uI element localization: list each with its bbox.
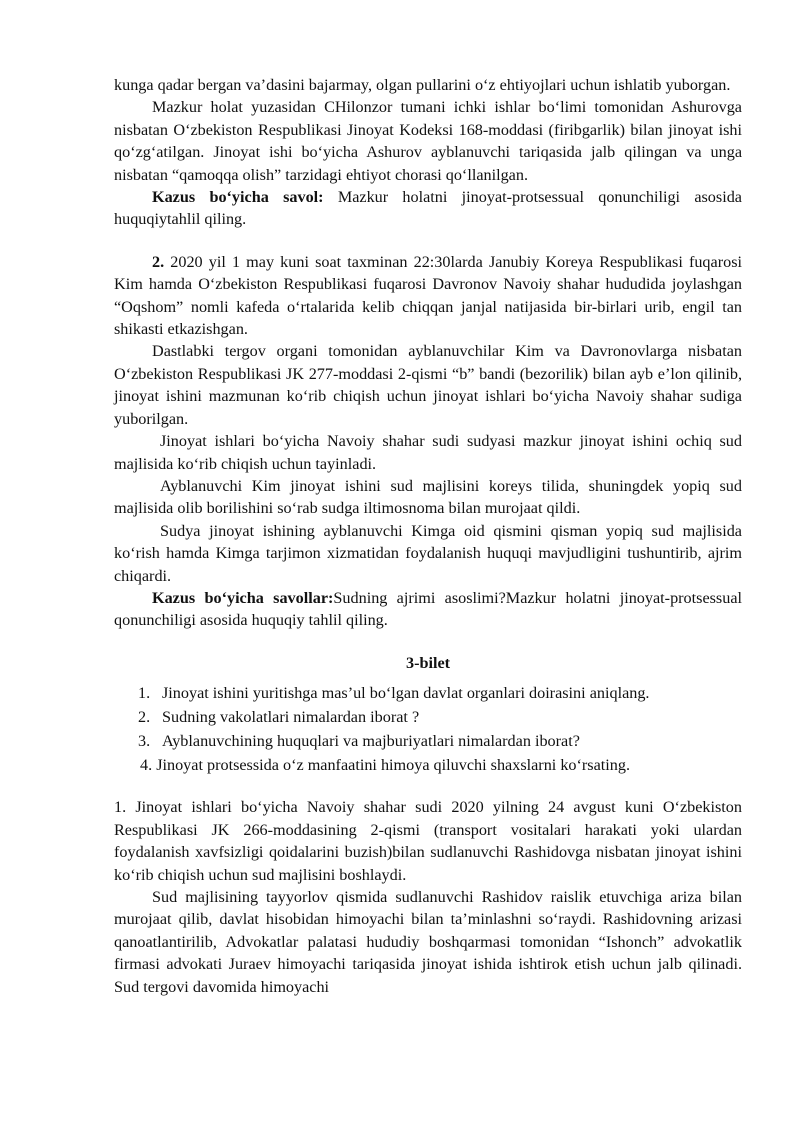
list-item [114,730,742,752]
paragraph-case2-hearing: Jinoyat ishlari bo‘yicha Navoiy shahar sudi sudyasi mazkur jinoyat ishini ochiq sud majlisida ko‘rib chiqish uchun tayinladi. [114,432,742,473]
question-text: Ayblanuvchining huquqlari va majburiyatlari nimalardan iborat? [162,731,580,750]
case1-question-label: Kazus bo‘yicha savol: [152,188,324,207]
document-body [114,74,742,998]
question-number: 3. [138,731,151,750]
bilet-title: 3-bilet [405,653,451,672]
paragraph-case2-investigation: Dastlabki tergov organi tomonidan ayblanuvchilar Kim va Davronovlarga nisbatan O‘zbekiston Respublikasi JK 277-moddasi 2-qismi “b” bandi (bezorilik) bilan ayb e’lon qilinib, jinoyat ishini mazmunan ko‘rib chiqish uchun jinoyat ishlari bo‘yicha Navoiy shahar sudiga yuborilgan. [114,342,742,428]
case2-number: 2. [152,252,165,271]
paragraph-case3-intro: 1. Jinoyat ishlari bo‘yicha Navoiy shahar sudi 2020 yilning 24 avgust kuni O‘zbekiston Respublikasi JK 266-moddasining 2-qismi (transport vositalari harakati yoki ulardan foydalanish xavfsizligi qoidalarini buzish)bilan sudlanuvchi Rashidovga nisbatan jinoyat ishini ko‘rib chiqish uchun sud majlisini boshlaydi. [114,798,742,884]
spacer [114,674,742,682]
question-number: 1. [138,684,151,703]
case2-questions-label: Kazus bo‘yicha savollar: [152,588,334,607]
case1-question-text: Mazkur holatni jinoyat-protsessual qonunchiligi asosida huquqiytahlil qiling. [114,188,742,229]
paragraph-case2-ruling: Sudya jinoyat ishining ayblanuvchi Kimga oid qismini qisman yopiq sud majlisida ko‘rish hamda Kimga tarjimon xizmatidan foydalanish huquqi mavjudligini tushuntirib, ajrim chiqardi. [114,521,742,585]
paragraph-case2-petition: Ayblanuvchi Kim jinoyat ishini sud majlisini koreys tilida, shuningdek yopiq sud majlisida olib borilishini so‘rab sudga iltimosnoma bilan murojaat qildi. [114,476,742,518]
spacer [114,231,742,251]
paragraph-case3-details: Sud majlisining tayyorlov qismida sudlanuvchi Rashidov raislik etuvchiga ariza bilan murojaat qilib, davlat hisobidan himoyachi bilan ta’minlashni so‘raydi. Rashidovning arizasi qanoatlantirilib, Advokatlar palatasi hududiy boshqarmasi tomonidan “Ishonch” advokatlik firmasi advokati Juraev himoyachi tariqasida jinoyat ishida ishtirok etish uchun jalb qilinadi. Sud tergovi davomida himoyachi [114,887,742,996]
spacer [114,776,742,796]
case2-intro-text: 2020 yil 1 may kuni soat taxminan 22:30larda Janubiy Koreya Respublikasi fuqarosi Kim hamda O‘zbekiston Respublikasi fuqarosi Davronov Navoiy shahar hududida joylashgan “Oqshom” nomli kafeda o‘rtalarida kelib chiqqan janjal natijasida bir-birlari urib, engil tan shikasti etkazishgan. [114,252,742,339]
spacer [114,632,742,652]
question-4: 4. Jinoyat protsessida o‘z manfaatini himoya qiluvchi shaxslarni ko‘rsating. [140,755,631,774]
question-text: Sudning vakolatlari nimalardan iborat ? [162,708,420,727]
paragraph-case1-details: Mazkur holat yuzasidan CHilonzor tumani ichki ishlar bo‘limi tomonidan Ashurovga nisbatan O‘zbekiston Respublikasi Jinoyat Kodeksi 168-moddasi (firibgarlik) bilan jinoyat ishi qo‘zg‘atilgan. Jinoyat ishi bo‘yicha Ashurov ayblanuvchi tariqasida jalb qilingan va unga nisbatan “qamoqqa olish” tarzidagi ehtiyot chorasi qo‘llanilgan. [114,98,742,184]
case2-questions-text: Sudning ajrimi asoslimi?Mazkur holatni jinoyat-protsessual qonunchiligi asosida huquqiy tahlil qiling. [114,588,743,630]
paragraph-case2-intro [114,251,742,341]
question-list [114,682,742,752]
question-text: Jinoyat ishini yuritishga mas’ul bo‘lgan davlat organlari doirasini aniqlang. [162,684,650,703]
paragraph-case1-question [114,186,742,231]
paragraph-continuation: kunga qadar bergan va’dasini bajarmay, olgan pullarini o‘z ehtiyojlari uchun ishlatib yuborgan. [114,76,731,94]
paragraph-case2-questions [114,587,742,632]
list-item [114,706,742,728]
question-number: 2. [138,708,151,727]
list-item [114,682,742,704]
